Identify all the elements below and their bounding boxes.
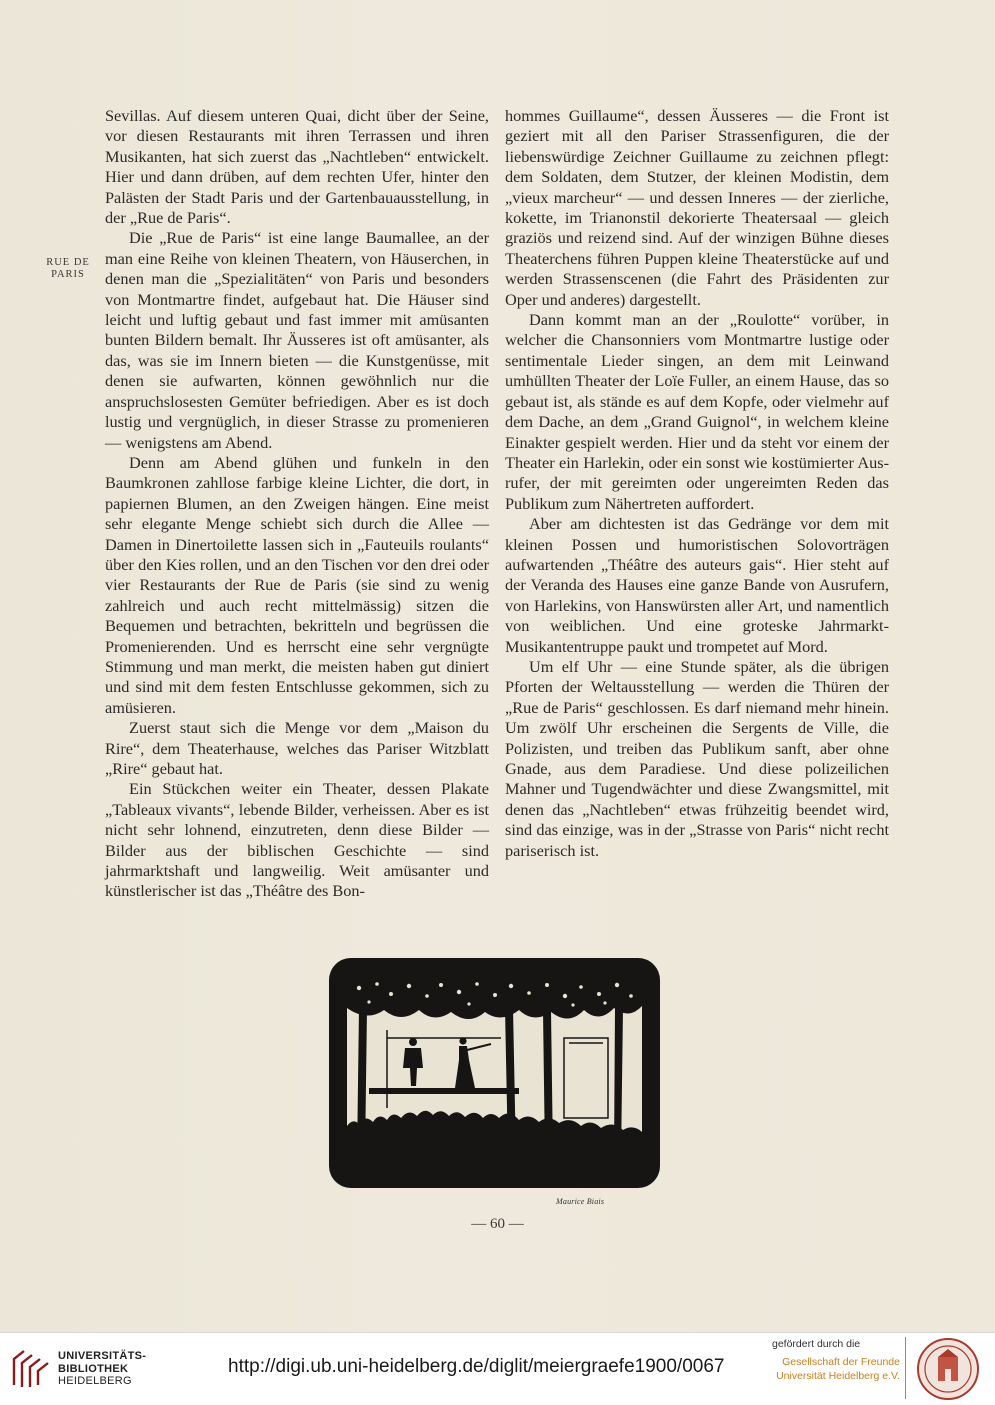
footer-bar — [0, 1332, 995, 1405]
permalink-url[interactable]: http://digi.ub.uni-heidelberg.de/diglit/meiergraefe1900/0067 — [228, 1356, 725, 1377]
paragraph: Die „Rue de Paris“ ist eine lange Baumallee, an der man eine Reihe von kleinen Theatern, von Häuserchen, in denen man die „Spezialitäten“ von Paris und besonders von Montmartre findet, aufgebaut hat. Die Häuser sind leicht und luftig gebaut und fast immer mit amüsanten bunten Bildern bemalt. Ihr Äusseres ist oft amüsanter, als das, was sie im Innern bieten — die Kunstgenüsse, mit denen sie aufwarten, können gewöhnlich nur die anspruchslosesten Gemüter befriedigen. Aber es ist doch lustig und vergnüglich, in dieser Strasse zu promenieren — wenigstens am Abend. — [105, 228, 489, 452]
paragraph: Zuerst staut sich die Menge vor dem „Maison du Rire“, dem Theaterhause, welches das Pariser Witzblatt „Rire“ gebaut hat. — [105, 718, 489, 778]
margin-note-line: PARIS — [51, 269, 85, 280]
artist-signature: Maurice Biais — [556, 1197, 605, 1206]
page-number: — 60 — — [471, 1216, 524, 1232]
paragraph: Aber am dichtesten ist das Gedränge vor dem mit kleinen Possen und humoristischen Solovorträgen aufwartenden „Théâtre des auteurs gais“. Hier steht auf der Veranda des Hauses eine ganze Bande von Ausrufern, von Harlekins, von Hanswürsten aller Art, und namentlich von weiblichen. Und eine groteske Jahrmarkt-Musikantentruppe paukt und trompetet auf Mord. — [505, 514, 889, 656]
sponsor-name-line: Universität Heidelberg e.V. — [776, 1370, 900, 1382]
library-name — [58, 1350, 146, 1388]
tree-canopy — [347, 978, 642, 1019]
sponsor-name-line: Gesellschaft der Freunde — [782, 1356, 900, 1368]
paragraph: hommes Guillaume“, dessen Äusseres — die Front ist geziert mit all den Pariser Strassenfiguren, die der liebenswürdige Zeichner Guillaume zu zeichnen pflegt: dem Soldaten, dem Stutzer, der kleinen Modistin, dem „vieux marcheur“ — und dessen Inneres — der zierliche, kokette, im Trianonstil dekorierte Theatersaal — gleich graziös und reizend sind. Auf der winzigen Bühne dieses Theaterchens führen Puppen kleine Theaterstücke auf und werden Strassenscenen (die Fahrt des Präsidenten zur Oper und anderes) dargestellt. — [505, 106, 889, 309]
footer-divider — [905, 1337, 906, 1399]
illustration-drawing — [329, 958, 660, 1188]
paragraph: Ein Stückchen weiter ein Theater, dessen Plakate „Tableaux vivants“, lebende Bilder, verheissen. Aber es ist nicht sehr lohnend, einzutreten, denn diese Bilder — Bilder aus der biblischen Geschichte — sind jahrmarktshaft und langweilig. Weit amüsanter und künstlerischer ist das „Théâtre des Bon- — [105, 779, 489, 901]
library-name-line: BIBLIOTHEK — [58, 1362, 129, 1375]
silhouette-illustration — [329, 958, 660, 1188]
library-name-line: HEIDELBERG — [58, 1375, 132, 1387]
paragraph: Dann kommt man an der „Roulotte“ vorüber, in welcher die Chansonniers vom Montmartre lustige oder sentimentale Lieder singen, an dem mit Leinwand umhüllten Theater der Loïe Fuller, an einem Hause, das so gebaut ist, als stände es auf dem Kopfe, oder vielmehr auf dem Dache, an dem „Grand Guignol“, in welchem kleine Einakter gespielt werden. Hier und da steht vor einem der Theater ein Harlekin, oder ein sonst wie kostümierter Ausrufer, der mit gereimten oder ungereimten Reden das Publikum zum Nähertreten auffordert. — [505, 310, 889, 513]
paragraph: Um elf Uhr — eine Stunde später, als die übrigen Pforten der Weltausstellung — werden die Thüren der „Rue de Paris“ geschlossen. Es darf niemand mehr hinein. Um zwölf Uhr erscheinen die Sergents de Ville, die Polizisten, und treiben das Publikum sanft, aber ohne Gnade, aus dem Paradiese. Und diese polizeilichen Mahner und Tugendwächter und diese Zwangsmittel, mit denen das „Nachtleben“ etwas frühzeitig beendet wird, sind das einzige, was in der „Strasse von Paris“ nicht recht pariserisch ist. — [505, 656, 889, 860]
stage-floor — [369, 1088, 519, 1094]
sponsor-name — [760, 1355, 900, 1383]
right-text-column — [505, 106, 889, 861]
library-logo-icon — [8, 1345, 54, 1391]
paragraph: Denn am Abend glühen und funkeln in den Baumkronen zahllose farbige kleine Lichter, die dort, in papiernen Blumen, an den Zweigen hängen. Eine meist sehr elegante Menge schiebt sich durch die Allee — Damen in Dinertoilette lassen sich in „Fauteuils roulants“ über den Kies rollen, und an den Tischen vor den drei oder vier Restaurants der Rue de Paris (sie sind zu wenig zahlreich und auch recht mittelmässig) sitzen die Bequemen und betrachten, bekritteln und begrüssen die Promenierenden. Und es herrscht eine sehr vergnügte Stimmung und man merkt, die meisten haben gut diniert und sind mit dem festen Entschlusse gekommen, sich zu amüsieren. — [105, 452, 489, 717]
university-seal-icon — [916, 1337, 980, 1401]
margin-note-line: RUE DE — [46, 257, 90, 268]
margin-note — [38, 257, 98, 281]
sponsor-label: gefördert durch die — [772, 1338, 861, 1350]
paragraph: Sevillas. Auf diesem unteren Quai, dicht über der Seine, vor diesen Restaurants mit ihren Terrassen und ihren Musikanten, hat sich zuerst das „Nachtleben“ entwickelt. Hier und dann drüben, auf dem rechten Ufer, hinter den Palästen der Stadt Paris und der Gartenbauausstellung, in der „Rue de Paris“. — [105, 106, 489, 228]
library-name-line: UNIVERSITÄTS- — [58, 1350, 147, 1362]
left-text-column — [105, 106, 489, 902]
sponsor-block — [760, 1337, 900, 1383]
